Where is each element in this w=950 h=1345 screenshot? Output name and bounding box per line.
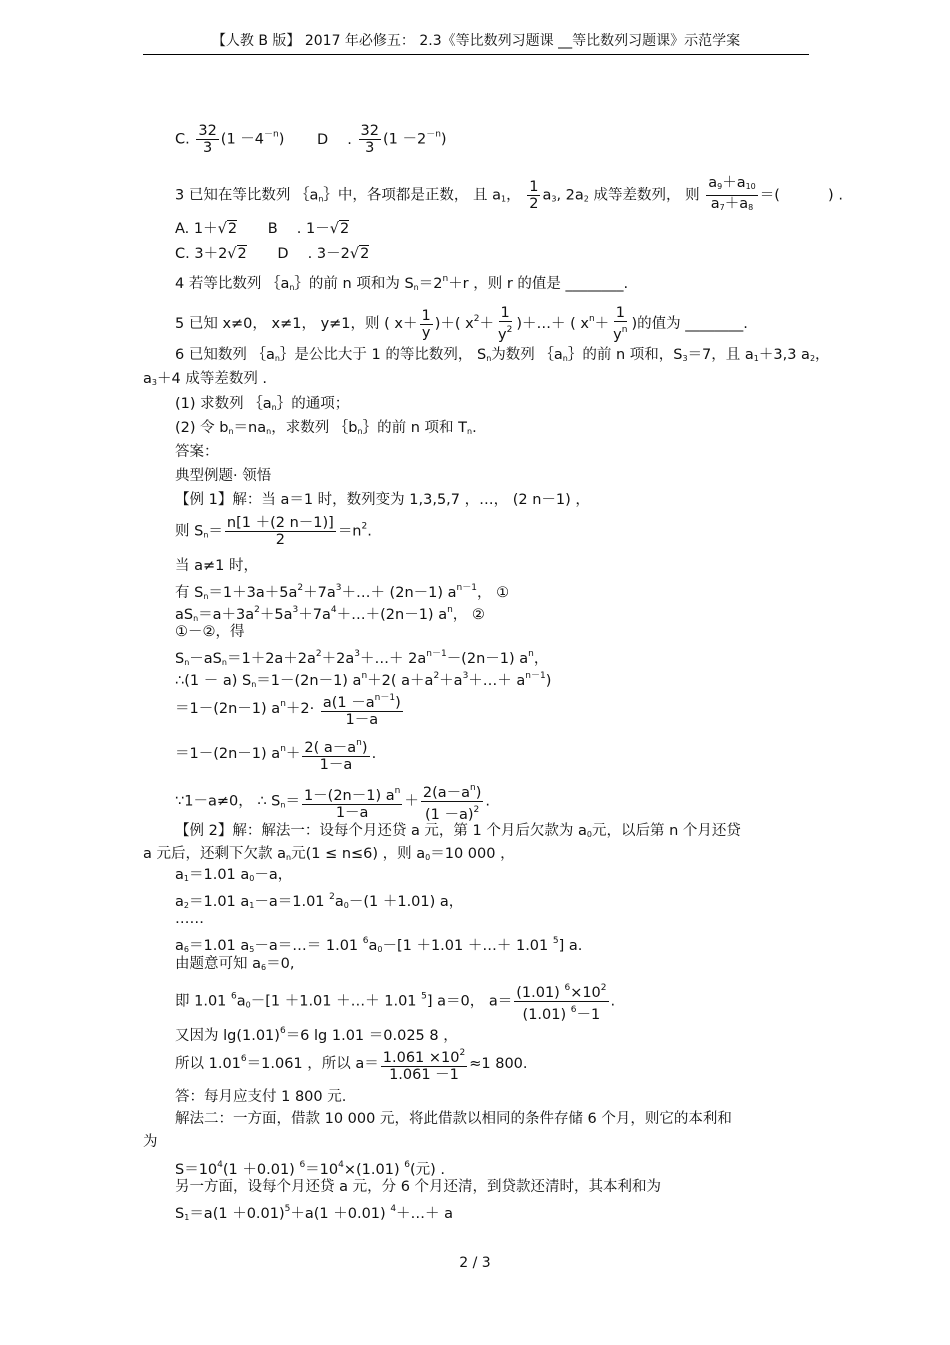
example2-line2: a 元后，还剩下欠款 $a_n$元(1 ≤ n≤6) ，则 $a_0=10$ 000 ， — [143, 846, 515, 862]
q4: 4 若等比数列 $\{a_n\}$的前 n 项和为 $S_n=2^n+r$ ，则 r 的值是 ________. — [175, 274, 629, 292]
ex2-dots: …… — [175, 911, 204, 927]
case-neq-1: 当 a≠1 时， — [175, 558, 258, 574]
method2-line3: $S=10^4(1 +0.01)$ $^6=10^4\times(1.01)$ $^6$(元) . — [175, 1160, 445, 1178]
q6-part1: (1) 求数列 $\{a_n\}$的通项； — [175, 396, 350, 412]
page-header: 【人教 B 版】 2017 年必修五： 2.3《等比数列习题课 __等比数列习题课》示范学案 — [211, 33, 741, 49]
method2-line4: 另一方面，设每个月还贷 a 元，分 6 个月还清，到贷款还清时，其本利和为 — [175, 1179, 662, 1195]
ex2-log: 又因为 $\lg(1.01)^6=6$ lg 1.01 ＝0.025 8 ， — [175, 1026, 458, 1044]
answer-heading: 答案： — [175, 444, 219, 460]
ex2-a2: $a_2=1.01$ $a_1-a=1.01$ $^2a_0-(1 +1.01)$ a， — [175, 892, 464, 910]
eq-1: 有 $S_n=1+3a+5a^2+7a^3+\dots+ (2n-1)$ $a^{n-1}$， ① — [175, 583, 510, 601]
section-heading: 典型例题· 领悟 — [175, 468, 272, 484]
method2-line2: 为 — [143, 1134, 158, 1150]
eq-4: ∴(1 － a) $S_n=1-(2n-1)$ $a^n+2$( $a+a^2+a^3+\dots+ a^{n-1}$) — [175, 671, 552, 689]
subtract-line: ①－②，得 — [175, 624, 245, 640]
ex2-a1: $a_1=1.01$ $a_0-a$， — [175, 867, 293, 883]
q5: 5 已知 x≠0， x≠1， y≠1，则 ( x＋ $\frac{1}{y}$ )＋( $x^2+$ $\frac{1}{y^2}$ )＋…＋ ( $x^n+$ $\frac{1}{y^n}$ )的值为 ________. — [175, 305, 748, 343]
q6-line1: 6 已知数列 $\{a_n\}$是公比大于 1 的等比数列， $S_n$为数列 $\{a_n\}$的前 n 项和，$S_3=7$，且 $a_1+3,3$ $a_2$， — [175, 347, 830, 363]
page-number: 2 / 3 — [459, 1255, 491, 1271]
eq-7: ∵1－a≠0， ∴ $S_n=$ $\frac{1-(2n-1) a^n}{1-a}$ ＋ $\frac{2(a-a^n)}{(1 -a)^2}$ . — [175, 780, 490, 823]
example1-sum: 则 $S_n=$ $\frac{n[1 +(2 n-1)]}{2}$ $=n^2$. — [175, 515, 372, 548]
q3-options-cd: C. 3＋2√2 D . 3－2√2 — [175, 246, 370, 262]
method2-line5: $S_1=a(1 +0.01)^5+a(1 +0.01)$ $^4$＋…＋ a — [175, 1204, 454, 1222]
header-rule — [143, 54, 809, 55]
q3-stem: 3 已知在等比数列 $\{a_n\}$中，各项都是正数， 且 $a_1$， $\frac{1}{2}$ $a_3$, $2a_2$ 成等差数列， 则 $\frac{a_9+a_{10}}{a_7+a_8}$ ＝( ) . — [175, 175, 843, 212]
q3-options-ab: A. 1＋√2 B . 1－√2 — [175, 221, 350, 237]
method2-line1: 解法二：一方面，借款 10 000 元，将此借款以相同的条件存储 6 个月，则它的本利和 — [175, 1111, 732, 1127]
ex2-answer: 答：每月应支付 1 800 元. — [175, 1089, 347, 1105]
eq-3: $S_n-aS_n=1+2a+2a^2+2a^3+\dots+ 2a^{n-1}-(2n-1)$ $a^n$， — [175, 649, 549, 667]
example1-line: 【例 1】解：当 a＝1 时，数列变为 1,3,5,7 ，…， (2 n－1) ， — [175, 492, 590, 508]
q2-options: C. $\frac{32}{3}$ $(1 -4^{-n})$ D . $\frac{32}{3}$ $(1 -2^{-n})$ — [175, 123, 447, 156]
ex2-solve: 即 1.01 $^6a_0-[1 +1.01$ ＋…＋ 1.01 $^5$] a＝0， a＝ $\frac{(1.01) ^6\times 10^2}{(1.01) ^6-1}$ . — [175, 980, 615, 1023]
eq-5: ＝1－(2n－1) $a^n+2\cdot$ $\frac{a(1 -a^{n-1})}{1-a}$ — [175, 690, 405, 728]
eq-6: ＝1－(2n－1) $a^n+$ $\frac{2( a-a^n)}{1-a}$ . — [175, 735, 376, 773]
eq-2: $aS_n=a+3a^2+5a^3+7a^4+\dots+(2n-1)$ $a^n$， ② — [175, 605, 485, 623]
q6-part2: (2) 令 $b_n=na_n$，求数列 $\{b_n\}$的前 n 项和 $T_n$. — [175, 420, 477, 436]
q6-line2: $a_3+4$ 成等差数列 . — [143, 371, 268, 387]
ex2-known: 由题意可知 $a_6=0$, — [175, 956, 295, 972]
ex2-result: 所以 $1.01^6=1.061$ ，所以 a＝ $\frac{1.061 \times 10^2}{1.061 -1}$ ≈1 800. — [175, 1045, 528, 1083]
example2-line1: 【例 2】解：解法一：设每个月还贷 a 元，第 1 个月后欠款为 $a_0$元，以后第 n 个月还贷 — [175, 823, 741, 839]
ex2-a6: $a_6=1.01$ $a_5-a=\dots= 1.01$ $^6a_0-[1 +1.01$ ＋…＋ 1.01 $^5$] a. — [175, 936, 583, 954]
